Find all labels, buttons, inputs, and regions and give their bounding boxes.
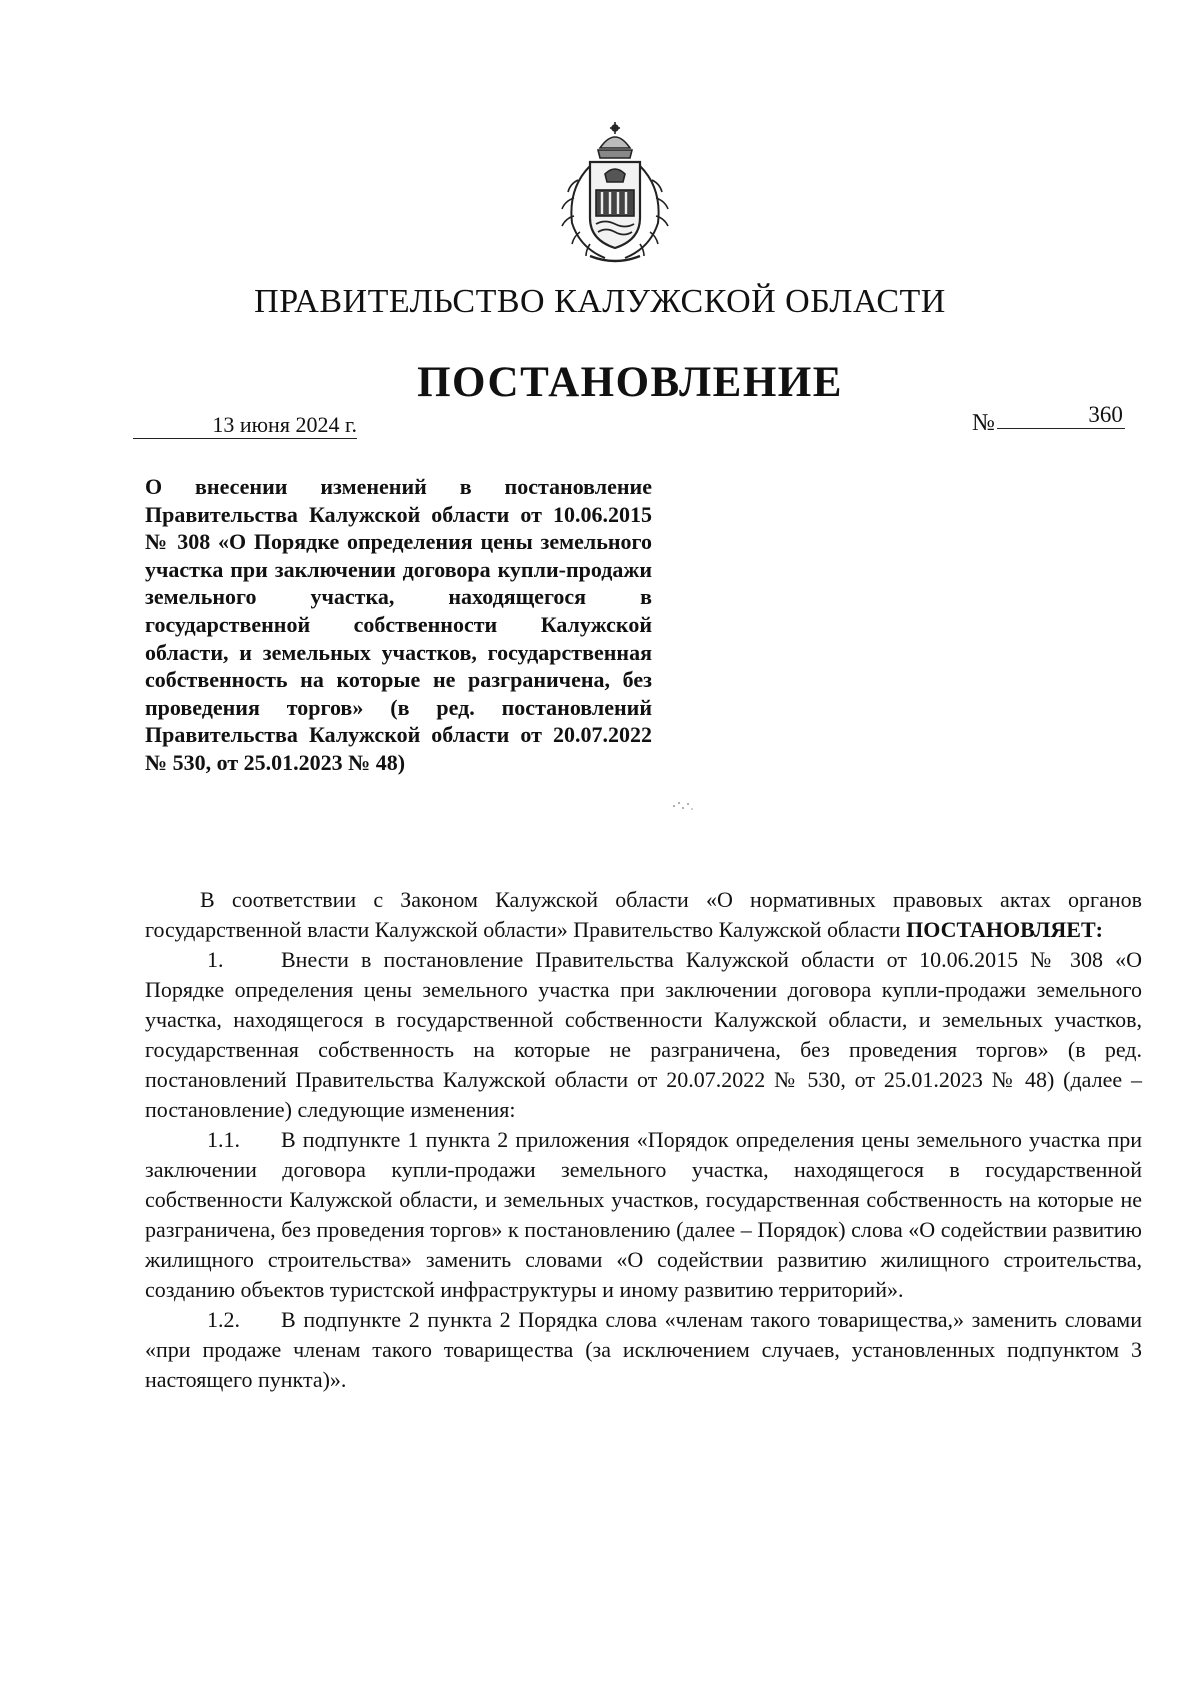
- document-date: 13 июня 2024 г.: [133, 412, 357, 439]
- clause-1-2-number: 1.2.: [207, 1307, 240, 1332]
- preamble-paragraph: [145, 885, 1142, 945]
- document-number: 360: [997, 402, 1125, 429]
- scan-speck: [670, 797, 698, 815]
- document-type-title: ПОСТАНОВЛЕНИЕ: [417, 359, 843, 406]
- clause-1-2-text: В подпункте 2 пункта 2 Порядка слова «членам такого товарищества,» заменить словами «при продаже членам такого товарищества (за исключением случаев, установленных подпунктом 3 настоящего пункта)».: [145, 1307, 1142, 1392]
- coat-of-arms-icon: [550, 118, 680, 268]
- clause-1-1-number: 1.1.: [207, 1127, 240, 1152]
- government-title: ПРАВИТЕЛЬСТВО КАЛУЖСКОЙ ОБЛАСТИ: [254, 283, 946, 320]
- clause-1: [145, 945, 1142, 1125]
- preamble-resolves: ПОСТАНОВЛЯЕТ:: [906, 917, 1103, 942]
- clause-1-number: 1.: [207, 947, 224, 972]
- clause-1-text: Внести в постановление Правительства Калужской области от 10.06.2015 № 308 «О Порядке определения цены земельного участка при заключении договора купли-продажи земельного участка, находящегося в государственной собственности Калужской области, и земельных участков, государственная собственность на которые не разграничена, без проведения торгов» (в ред. постановлений Правительства Калужской области от 20.07.2022 № 530, от 25.01.2023 № 48) (далее – постановление) следующие изменения:: [145, 947, 1142, 1122]
- clause-1-1-text: В подпункте 1 пункта 2 приложения «Порядок определения цены земельного участка при заключении договора купли-продажи земельного участка, находящегося в государственной собственности Калужской области, и земельных участков, государственная собственность на которые не разграничена, без проведения торгов» к постановлению (далее – Порядок) слова «О содействии развитию жилищного строительства» заменить словами «О содействии развитию жилищного строительства, созданию объектов туристской инфраструктуры и иному развитию территорий».: [145, 1127, 1142, 1302]
- number-sign: №: [972, 410, 995, 436]
- preamble-text: В соответствии с Законом Калужской области «О нормативных правовых актах органов государственной власти Калужской области» Правительство Калужской области: [145, 887, 1142, 942]
- document-heading: О внесении изменений в постановление Правительства Калужской области от 10.06.2015 № 308 «О Порядке определения цены земельного участка при заключении договора купли-продажи земельного участка, находящегося в государственной собственности Калужской области, и земельных участков, государственная собственность на которые не разграничена, без проведения торгов» (в ред. постановлений Правительства Калужской области от 20.07.2022 № 530, от 25.01.2023 № 48): [145, 474, 652, 775]
- document-body: [145, 885, 1142, 1395]
- clause-1-2: [145, 1305, 1142, 1395]
- document-number-block: [972, 402, 1125, 437]
- clause-1-1: [145, 1125, 1142, 1305]
